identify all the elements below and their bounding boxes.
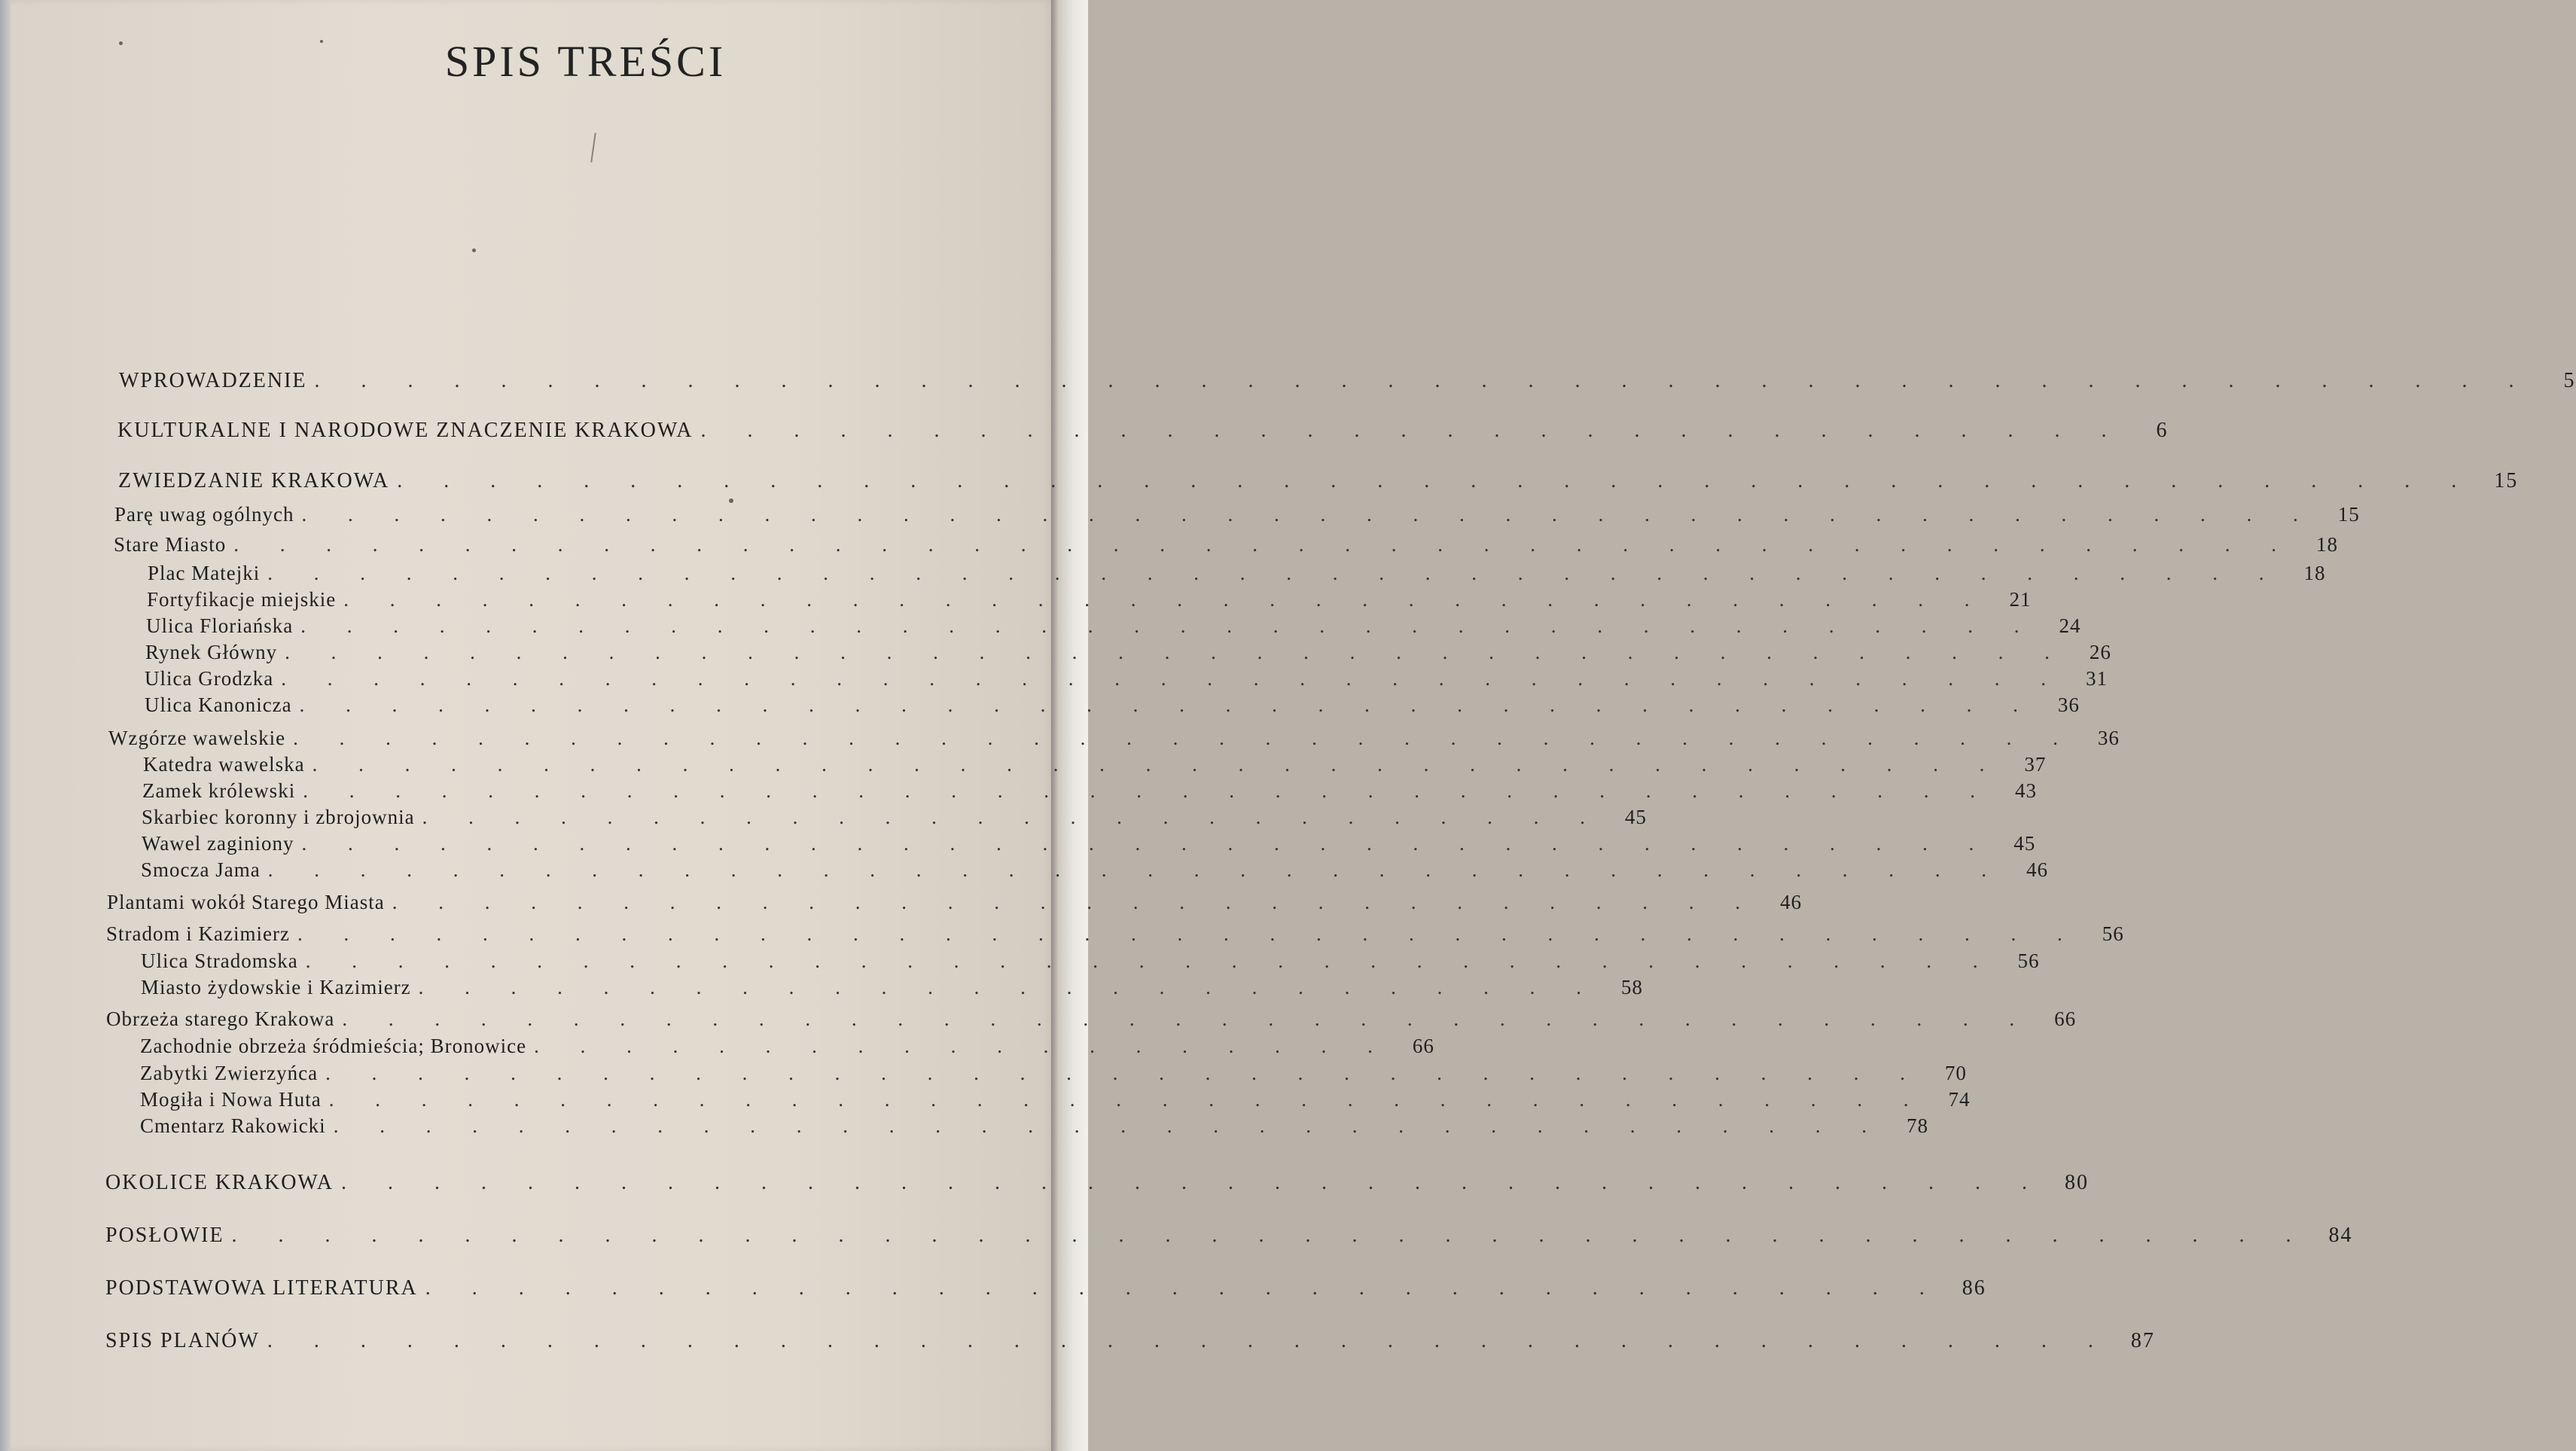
leader-dots: . . . . . . . . . . . . . . . . . . . . . . . . . . . . . . . . . . . . . . . . . . . . . [233,533,2294,556]
toc-entry-label: Wawel zaginiony [142,832,294,855]
toc-entry [147,588,2032,611]
toc-entry [105,1329,2155,1353]
toc-entry-label: Stare Miasto [114,533,227,556]
toc-entry-label: Ulica Stradomska [141,950,298,972]
toc-entry-page: 36 [2057,693,2080,716]
leader-dots: . . . . . . . . . . . . . . . . . . . . . . . . . . . . . . . . . . . [328,1088,1927,1111]
toc-entry-page: 56 [2102,922,2124,945]
toc-entry-page: 31 [2085,667,2108,690]
toc-entry-page: 66 [1412,1035,1434,1057]
leader-dots: . . . . . . . . . . . . . . . . . . . . . . . . . . . . . . . . . . . . . . . . . . . . . [397,469,2475,492]
toc-entry-page: 21 [2009,588,2032,611]
toc-entry [141,858,2048,882]
toc-entry-page: 56 [2017,950,2040,972]
toc-entry-label: Wzgórze wawelskie [108,727,286,749]
toc-entry [143,753,2047,776]
toc-entry-page: 26 [2089,641,2111,663]
toc-entry [148,562,2326,585]
toc-entry-page: 18 [2315,533,2338,556]
leader-dots: . . . . . . . . . . . . . . . . . . . . . . . . . . . . . . . . . . . . . . [300,614,2038,637]
leader-dots: . . . . . . . . . . . . . . . . . . . . . . . . . . . . . . . . . . . . . . [299,693,2036,716]
toc-entry [141,950,2040,973]
toc-entry-page: 15 [2337,503,2360,526]
toc-entry-label: Plantami wokół Starego Miasta [107,891,385,913]
leader-dots: . . . . . . . . . . . . . . . . . . . . . . . . . . . . . . . . . . . . . . . . . . . . . [231,1224,2309,1247]
leader-dots: . . . . . . . . . . . . . . . . . . . . . . . . . . . . . . . . . . . . . . . . . . . . [267,562,2282,584]
toc-entry-label: ZWIEDZANIE KRAKOWA [118,469,390,492]
toc-entry-label: WPROWADZENIE [119,369,307,392]
toc-entry [142,779,2037,803]
toc-entry [145,641,2111,664]
toc-entry [146,614,2081,638]
toc-entry-page: 74 [1948,1088,1971,1111]
toc-entry-label: KULTURALNE I NARODOWE ZNACZENIE KRAKOWA [117,419,694,442]
toc-entry-page: 46 [1779,891,1802,913]
toc-entry [145,667,2108,690]
leader-dots: . . . . . . . . . . . . . . . . . . . . . . . . . . . . . . . . . . . . . [340,1171,2045,1194]
paper-speck [320,40,323,43]
toc-entry-label: Zachodnie obrzeża śródmieścia; Bronowice [140,1035,527,1057]
leader-dots: . . . . . . . . . . . . . . . . . . . . . . . . . . . . . . . . . [425,1276,1943,1300]
leader-dots: . . . . . . . . . . . . . . . . . . . [534,1035,1391,1057]
toc-entry [105,1276,1986,1300]
toc-entry-page: 78 [1906,1114,1928,1137]
toc-entry [145,693,2080,717]
toc-entry-label: Rynek Główny [145,641,278,663]
leader-dots: . . . . . . . . . . . . . . . . . . . . . . . . . . [422,806,1603,828]
toc-entry-label: Ulica Grodzka [145,667,274,690]
leader-dots: . . . . . . . . . . . . . . . . . . . . . . . . . . . . . . . . . . . . . . . . . . . . [301,503,2316,526]
toc-entry [142,832,2036,855]
toc-entry-label: Fortyfikacje miejskie [147,588,337,611]
toc-entry [117,419,2169,443]
leader-dots: . . . . . . . . . . . . . . . . . . . . . . . . . . . . . . . . . . . . . . [267,858,2004,881]
leader-dots: . . . . . . . . . . . . . . . . . . . . . . . . . . . . . . . . . . . . . . . [293,727,2076,749]
toc-entry-page: 36 [2097,727,2120,749]
toc-entry-page: 37 [2024,753,2047,776]
paper-speck [472,248,476,252]
leader-dots: . . . . . . . . . . . . . . . . . . . . . . . . . . . . . . . . . . . . . [312,753,2003,776]
toc-entry-label: Zamek królewski [142,779,296,802]
toc-entry-page: 84 [2328,1224,2353,1247]
toc-entry [141,976,1643,999]
toc-entry-label: PODSTAWOWA LITERATURA [105,1276,418,1300]
toc-entry-page: 45 [1624,806,1647,828]
toc-entry-label: Stradom i Kazimierz [106,922,290,945]
toc-entry-label: Plac Matejki [148,562,261,584]
toc-entry-page: 86 [1962,1276,1986,1300]
toc-entry [142,806,1647,829]
toc-entry-label: Miasto żydowskie i Kazimierz [141,976,411,998]
leader-dots: . . . . . . . . . . . . . . . . . . . . . . . . . . . . . . . . . . [333,1114,1885,1137]
toc-entry [118,469,2519,493]
leader-dots: . . . . . . . . . . . . . . . . . . . . . . . . . . . . . . . [700,419,2125,442]
toc-entry-page: 5 [2563,369,2576,392]
toc-entry [106,922,2124,946]
toc-entry-page: 18 [2303,562,2326,584]
toc-entry-label: Mogiła i Nowa Huta [140,1088,322,1111]
toc-entry-page: 70 [1944,1062,1967,1084]
leader-dots: . . . . . . . . . . . . . . . . . . . . . . . . . . . . . . . . . . . . . [305,950,1996,972]
toc-entry [106,1007,2077,1031]
leader-dots: . . . . . . . . . . . . . . . . . . . . . . . . . . [418,976,1599,998]
leader-dots: . . . . . . . . . . . . . . . . . . . . . . . . . . . . . . . . . . . . . . . [285,641,2068,663]
toc-entry-page: 24 [2059,614,2081,637]
leader-dots: . . . . . . . . . . . . . . . . . . . . . . . . . . . . . . . . . . . . . . . . [267,1329,2111,1352]
toc-entry-label: Katedra wawelska [143,753,305,776]
leader-dots: . . . . . . . . . . . . . . . . . . . . . . . . . . . . . . . . . . . . . [303,779,1993,802]
toc-entry [105,1224,2353,1248]
toc-entry-label: Zabytki Zwierzyńca [140,1062,319,1084]
toc-entry-page: 45 [2014,832,2036,855]
toc-entry [105,1171,2089,1195]
toc-entry-page: 6 [2156,419,2169,442]
toc-entry-page: 46 [2026,858,2048,881]
toc-entry-page: 15 [2494,469,2519,492]
toc-entry [140,1062,1967,1085]
toc-entry-page: 87 [2130,1329,2155,1352]
toc-entry [114,503,2360,526]
toc-entry-label: Skarbiec koronny i zbrojownia [142,806,415,828]
toc-entry [108,727,2120,750]
toc-entry-label: Ulica Floriańska [146,614,294,637]
leader-dots: . . . . . . . . . . . . . . . . . . . . . . . . . . . . . . . . . . . . . . . . . . . . . . . . [314,369,2532,392]
page-title: SPIS TREŚCI [444,37,727,86]
leader-dots: . . . . . . . . . . . . . . . . . . . . . . . . . . . . . . . . . . . . [343,588,1988,611]
leader-dots: . . . . . . . . . . . . . . . . . . . . . . . . . . . . . . . . . . . [325,1062,1923,1084]
toc-entry-label: OKOLICE KRAKOWA [105,1171,334,1194]
toc-entry-page: 66 [2054,1007,2077,1030]
toc-entry [140,1114,1928,1138]
toc-entry-label: Obrzeża starego Krakowa [106,1007,335,1030]
leader-dots: . . . . . . . . . . . . . . . . . . . . . . . . . . . . . . [392,891,1758,913]
toc-entry [107,891,1802,914]
toc-entry [140,1035,1434,1058]
toc-entry-page: 58 [1620,976,1643,998]
leader-dots: . . . . . . . . . . . . . . . . . . . . . . . . . . . . . . . . . . . . . [301,832,1992,855]
toc-entry-label: Smocza Jama [141,858,261,881]
leader-dots: . . . . . . . . . . . . . . . . . . . . . . . . . . . . . . . . . . . . . . . [297,922,2081,945]
toc-entry [140,1088,1971,1111]
toc-entry-label: Cmentarz Rakowicki [140,1114,326,1137]
leader-dots: . . . . . . . . . . . . . . . . . . . . . . . . . . . . . . . . . . . . . [342,1007,2033,1030]
toc-entry-label: SPIS PLANÓW [105,1329,260,1352]
paper-speck [729,498,733,503]
toc-entry-page: 80 [2064,1171,2089,1194]
toc-entry-label: Ulica Kanonicza [145,693,292,716]
toc-entry-label: POSŁOWIE [105,1224,224,1247]
toc-entry-page: 43 [2014,779,2037,802]
toc-entry [114,533,2338,556]
leader-dots: . . . . . . . . . . . . . . . . . . . . . . . . . . . . . . . . . . . . . . . [281,667,2064,690]
toc-entry [119,369,2576,393]
paper-speck [119,41,123,45]
toc-entry-label: Parę uwag ogólnych [114,503,294,526]
